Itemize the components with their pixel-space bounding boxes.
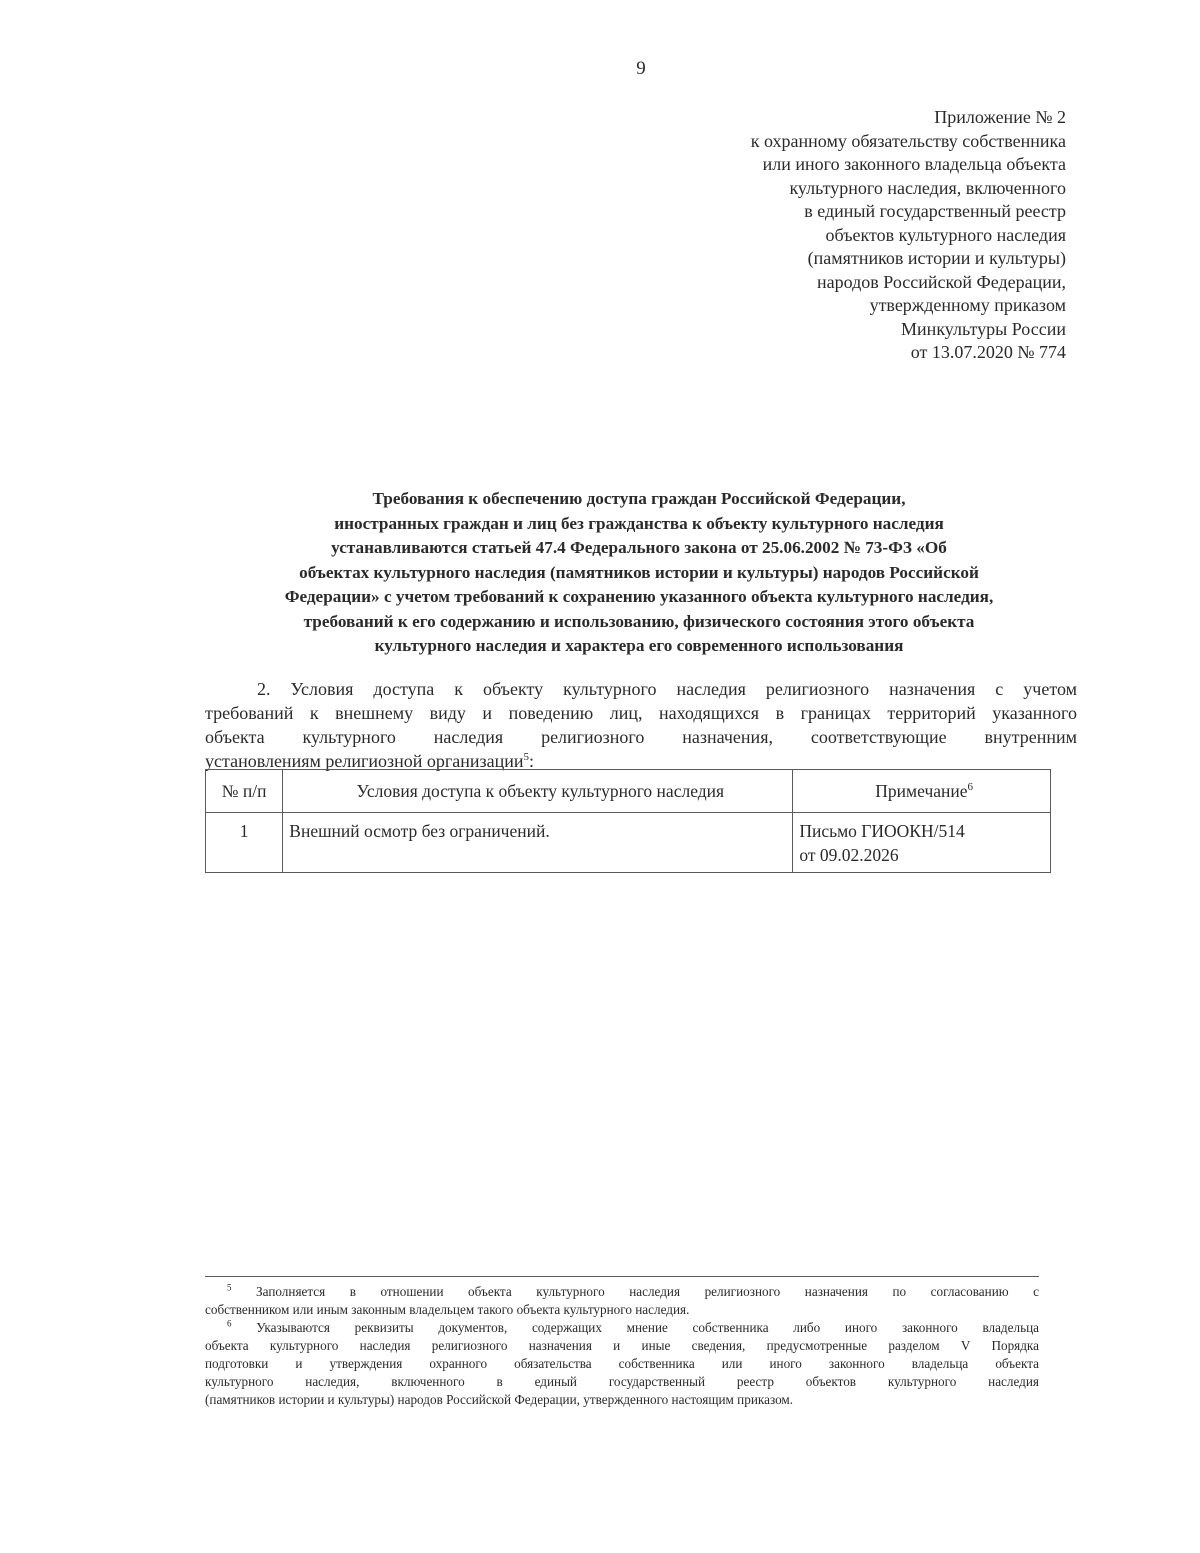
header-number: № п/п: [206, 770, 283, 813]
paragraph-trailing-colon: :: [529, 751, 535, 771]
footnote-6-text: Указываются реквизиты документов, содержащих мнение собственника либо иного законного владельца: [256, 1320, 1039, 1335]
header-note: [793, 770, 1051, 813]
appendix-header-line: или иного законного владельца объекта: [762, 154, 1066, 174]
appendix-header-line: культурного наследия, включенного: [789, 177, 1066, 198]
paragraph-access-conditions: [205, 677, 1077, 773]
row-note-line: от 09.02.2026: [799, 845, 899, 865]
appendix-header-line: Минкультуры России: [901, 318, 1066, 339]
footnote-separator: [205, 1276, 1039, 1277]
footnote-marker-6: 6: [227, 1318, 232, 1329]
table-row: [206, 813, 1051, 873]
footnote-ref-5[interactable]: 5: [523, 751, 529, 763]
footnote-6-line: подготовки и утверждения охранного обязательства собственника или иного законного владельца объекта: [205, 1356, 1039, 1371]
appendix-header-line: Приложение № 2: [934, 107, 1066, 127]
row-number: 1: [206, 813, 283, 873]
appendix-header-line: в единый государственный реестр: [804, 201, 1066, 221]
appendix-header: [546, 106, 1066, 365]
page-number: 9: [636, 58, 646, 79]
paragraph-line-text: установлениям религиозной организации: [205, 751, 524, 771]
paragraph-line: требований к внешнему виду и поведению лиц, находящихся в границах территорий указанного: [205, 703, 1077, 723]
header-condition: Условия доступа к объекту культурного наследия: [283, 770, 793, 813]
section-title-line: культурного наследия и характера его современного использования: [374, 636, 904, 655]
access-conditions-table: [205, 769, 1051, 873]
section-title-line: Требования к обеспечению доступа граждан Российской Федерации,: [372, 489, 906, 508]
paragraph-line: 2. Условия доступа к объекту культурного наследия религиозного назначения с учетом: [257, 679, 1077, 699]
footnote-6-line: культурного наследия, включенного в единый государственный реестр объектов культурного наследия: [205, 1374, 1039, 1389]
section-title-line: Федерации» с учетом требований к сохранению указанного объекта культурного наследия,: [284, 587, 994, 606]
appendix-header-line: народов Российской Федерации,: [817, 271, 1066, 292]
section-title-line: иностранных граждан и лиц без гражданства к объекту культурного наследия: [334, 513, 944, 533]
footnote-5-text: Заполняется в отношении объекта культурного наследия религиозного назначения по согласованию с: [256, 1284, 1040, 1299]
footnote-6-line: [205, 1319, 1039, 1337]
section-title-line: требований к его содержанию и использованию, физического состояния этого объекта: [303, 611, 975, 631]
row-note-line: Письмо ГИООКН/514: [799, 821, 965, 841]
footnote-marker-5: 5: [227, 1282, 232, 1293]
table-header-row: [206, 770, 1051, 813]
row-note: [793, 813, 1051, 873]
appendix-header-line: к охранному обязательству собственника: [750, 130, 1066, 151]
appendix-header-line: от 13.07.2020 № 774: [910, 342, 1066, 362]
section-title-line: объектах культурного наследия (памятников истории и культуры) народов Российской: [299, 562, 979, 582]
row-condition: Внешний осмотр без ограничений.: [283, 813, 793, 873]
footnote-ref-6[interactable]: 6: [967, 780, 974, 793]
footnotes: [205, 1283, 1039, 1409]
footnote-5-line: [205, 1283, 1039, 1301]
appendix-header-line: (памятников истории и культуры): [807, 248, 1066, 268]
header-note-text: Примечание: [875, 780, 968, 801]
footnote-6-line: объекта культурного наследия религиозного назначения и иные сведения, предусмотренные разделом V Порядка: [205, 1338, 1039, 1353]
footnote-5-line: собственником или иным законным владельцем такого объекта культурного наследия.: [205, 1302, 690, 1317]
section-title-line: устанавливаются статьей 47.4 Федерального закона от 25.06.2002 № 73-ФЗ «Об: [331, 538, 947, 557]
appendix-header-line: утвержденному приказом: [869, 295, 1066, 315]
paragraph-line: объекта культурного наследия религиозного назначения, соответствующие внутренним: [205, 727, 1077, 747]
appendix-header-line: объектов культурного наследия: [825, 224, 1066, 245]
section-title: [200, 487, 1078, 659]
footnote-6-line: (памятников истории и культуры) народов Российской Федерации, утвержденного настоящим приказом.: [205, 1392, 794, 1407]
